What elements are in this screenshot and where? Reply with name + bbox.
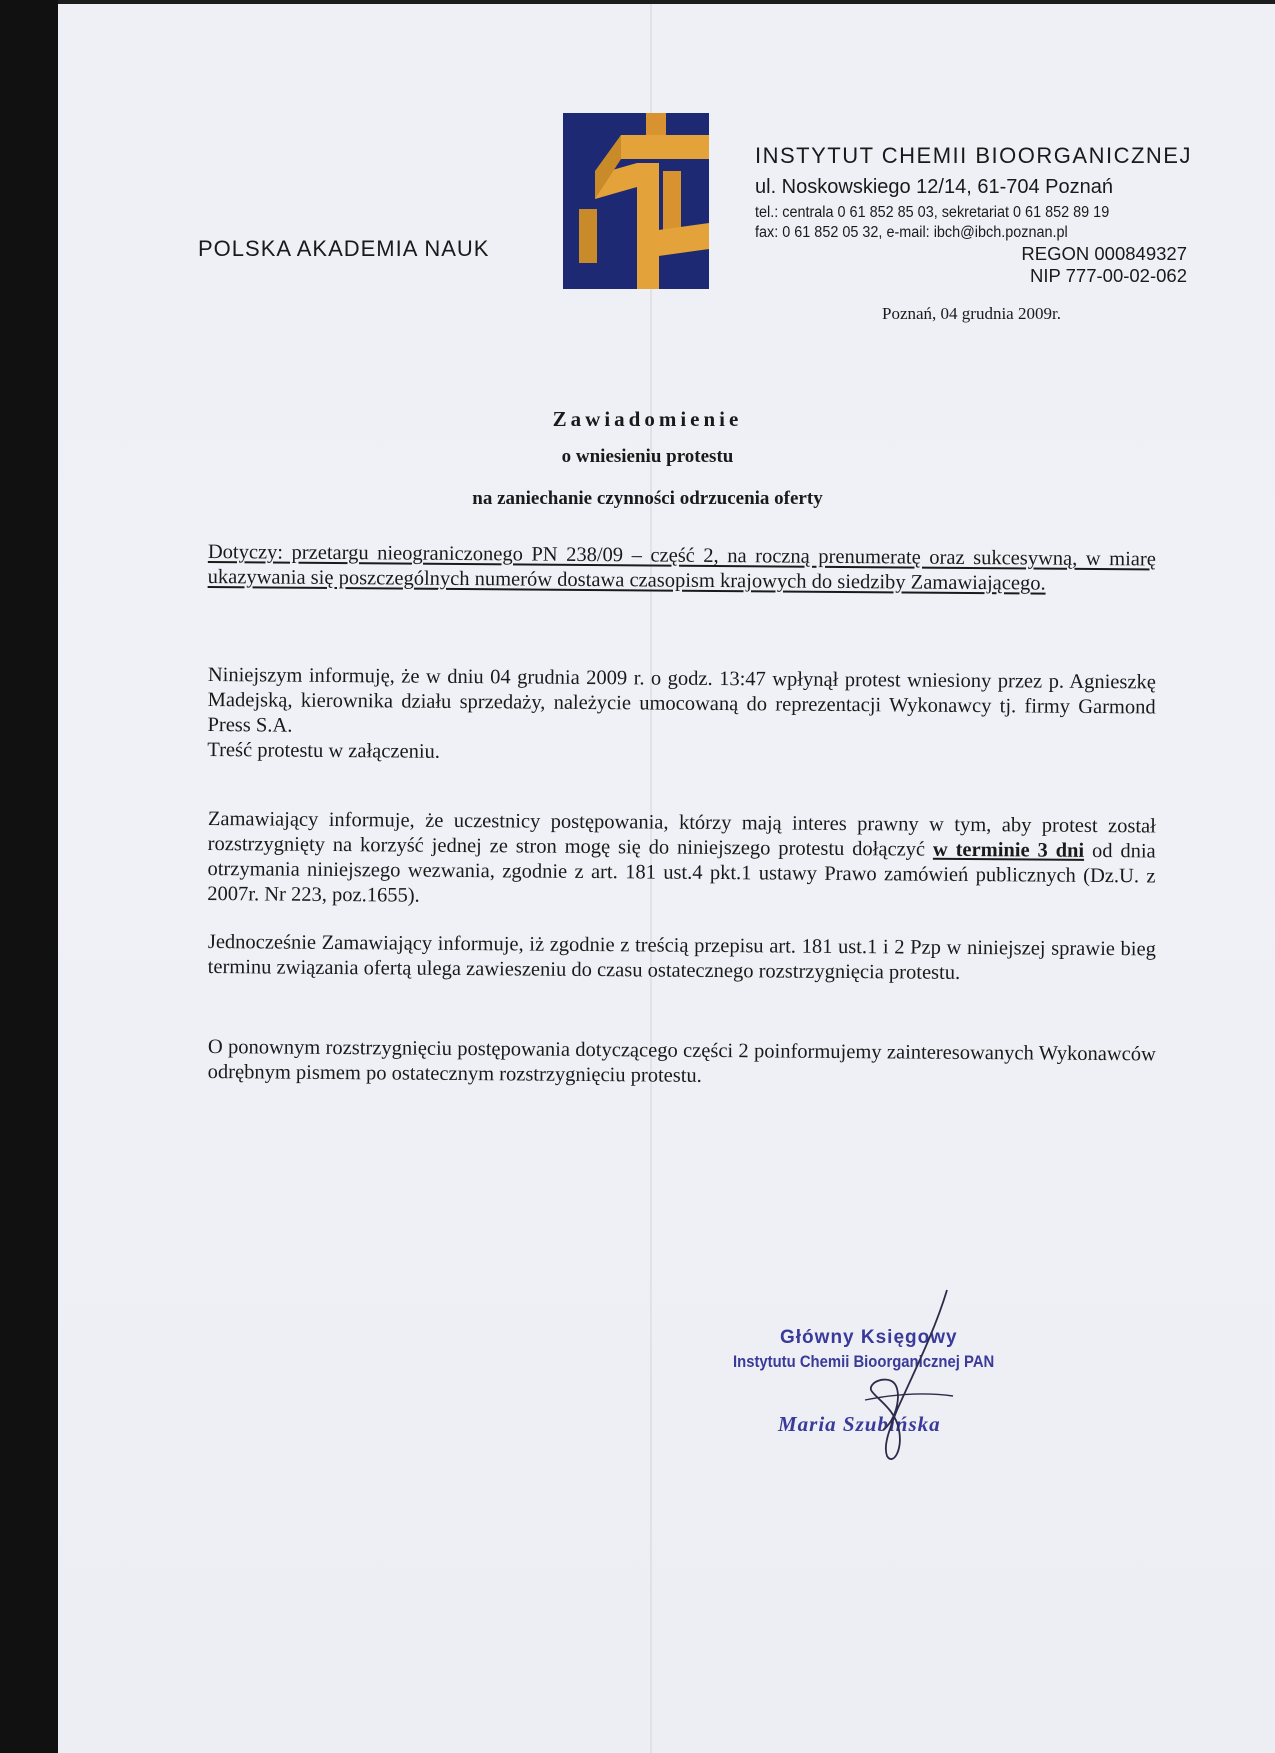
stamp-title: Główny Księgowy (780, 1327, 958, 1348)
institute-regon: REGON 000849327 (1021, 243, 1187, 264)
paragraph-2 (207, 807, 1156, 914)
paragraph-3: Jednocześnie Zamawiający informuje, iż zgodnie z treścią przepisu art. 181 ust.1 i 2 Pzp w niniejszej sprawie bieg terminu związania ofertą ulega zawieszeniu do czasu ostatecznego rozstrzygnięcia protestu. (207, 930, 1156, 984)
paragraph-4: O ponownym rozstrzygnięciu postępowania dotyczącego części 2 poinformujemy zainteresowanych Wykonawców odrębnym pismem po ostatecznym rozstrzygnięciu protestu. (207, 1036, 1156, 1087)
document-subtitle-2: na zaniechanie czynności odrzucenia oferty (472, 488, 823, 509)
institute-address: ul. Noskowskiego 12/14, 61-704 Poznań (755, 176, 1114, 198)
deadline-emphasis: w terminie 3 dni (932, 838, 1085, 862)
institute-nip: NIP 777-00-02-062 (1029, 265, 1187, 286)
stamp-name: Maria Szubińska (778, 1412, 941, 1436)
institute-name: INSTYTUT CHEMII BIOORGANICZNEJ (755, 143, 1192, 168)
paragraph-1-main: Niniejszym informuję, że w dniu 04 grudnia 2009 r. o godz. 13:47 wpłynął protest wniesiony przez p. Agnieszkę Madejską, kierownika działu sprzedaży, należycie umocowaną do reprezentacji Wykonawcy tj. firmy Garmond Press S.A. (207, 663, 1156, 737)
paragraph-2-before: Zamawiający informuje, że uczestnicy postępowania, którzy mają interes prawny w tym, aby protest został rozstrzygnięty na korzyść jednej ze stron mogę się do niniejszego protestu dołączyć (207, 807, 1156, 861)
handwritten-signature (835, 1280, 975, 1470)
scan-border (0, 0, 58, 1753)
paragraph-1 (207, 663, 1156, 770)
subject-line: Dotyczy: przetargu nieograniczonego PN 238/09 – część 2, na roczną prenumeratę oraz sukcesywną, w miarę ukazywania się poszczególnych numerów dostawa czasopism krajowych do siedziby Zamawiającego. (207, 540, 1156, 595)
institute-fax: fax: 0 61 852 05 32, e-mail: ibch@ibch.poznan.pl (755, 224, 1068, 241)
date-line: Poznań, 04 grudnia 2009r. (882, 304, 1061, 323)
institute-logo (563, 113, 709, 289)
pan-label: POLSKA AKADEMIA NAUK (198, 236, 490, 261)
institute-tel: tel.: centrala 0 61 852 85 03, sekretariat 0 61 852 89 19 (755, 204, 1110, 221)
paragraph-1-attachment: Treść protestu w załączeniu. (207, 738, 441, 763)
stamp-subtitle: Instytutu Chemii Bioorganicznej PAN (733, 1353, 995, 1371)
document-subtitle-1: o wniesieniu protestu (561, 446, 734, 467)
document-title: Zawiadomienie (552, 407, 743, 431)
paragraph-2-after: od dnia otrzymania niniejszego wezwania, zgodnie z art. 181 ust.4 pkt.1 ustawy Prawo zamówień publicznych (Dz.U. z 2007r. Nr 223, poz.1655). (207, 839, 1156, 907)
institute-header (755, 143, 1192, 287)
